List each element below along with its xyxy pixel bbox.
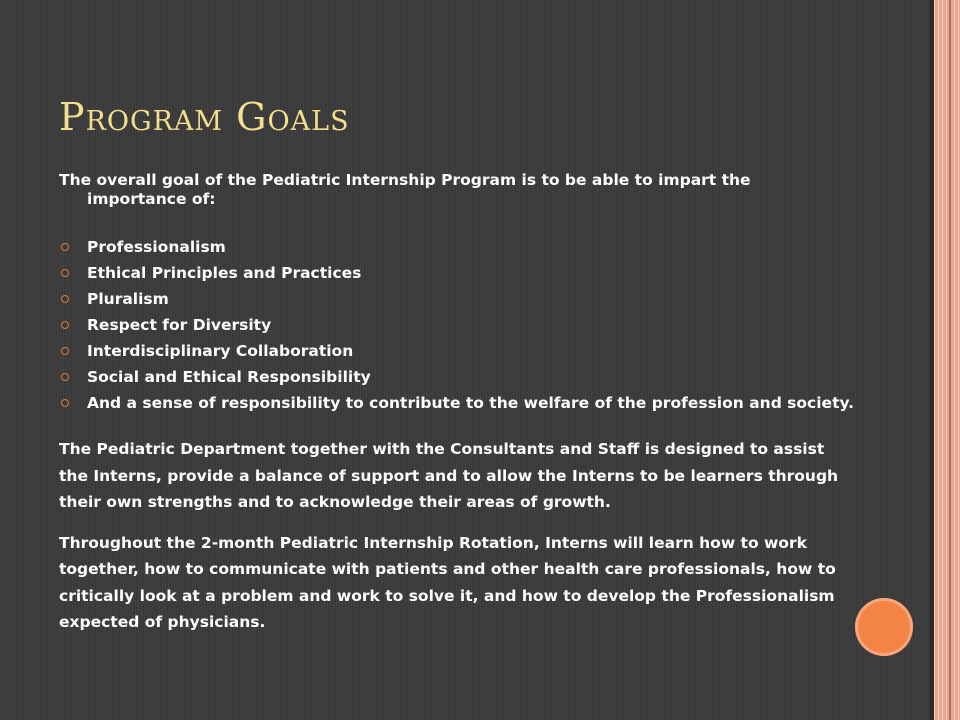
bullet-circle-icon <box>61 243 69 251</box>
list-item <box>59 338 839 364</box>
list-item <box>59 390 855 416</box>
orange-circle-icon <box>855 598 913 656</box>
list-item <box>59 260 839 286</box>
bullet-circle-icon <box>61 399 69 407</box>
goal-label: And a sense of responsibility to contribute to the welfare of the profession and society. <box>87 394 855 412</box>
slide-body <box>59 171 855 636</box>
department-paragraph: The Pediatric Department together with the Consultants and Staff is designed to assist the Interns, provide a balance of support and to allow the Interns to be learners through their own strengths and to acknowledge their areas of growth. <box>59 440 839 511</box>
list-item <box>59 312 839 338</box>
slide-title: Program Goals <box>59 95 350 139</box>
goal-label: Respect for Diversity <box>87 316 272 334</box>
goal-label: Ethical Principles and Practices <box>87 264 362 282</box>
bullet-circle-icon <box>61 373 69 381</box>
bullet-circle-icon <box>61 295 69 303</box>
goal-label: Interdisciplinary Collaboration <box>87 342 354 360</box>
rotation-paragraph: Throughout the 2-month Pediatric Internship Rotation, Interns will learn how to work together, how to communicate with patients and other health care professionals, how to critically look at a problem and work to solve it, and how to develop the Professionalism expected of physicians. <box>59 533 836 631</box>
list-item <box>59 364 839 390</box>
goal-label: Professionalism <box>87 238 226 256</box>
goal-list <box>59 234 855 416</box>
intro-text: The overall goal of the Pediatric Internship Program is to be able to impart the importance of: <box>59 171 751 208</box>
goal-label: Social and Ethical Responsibility <box>87 368 371 386</box>
goal-label: Pluralism <box>87 290 169 308</box>
bullet-circle-icon <box>61 269 69 277</box>
list-item <box>59 286 839 312</box>
list-item <box>59 234 839 260</box>
bullet-circle-icon <box>61 347 69 355</box>
side-band-line <box>949 0 951 720</box>
side-band <box>934 0 960 720</box>
bullet-circle-icon <box>61 321 69 329</box>
